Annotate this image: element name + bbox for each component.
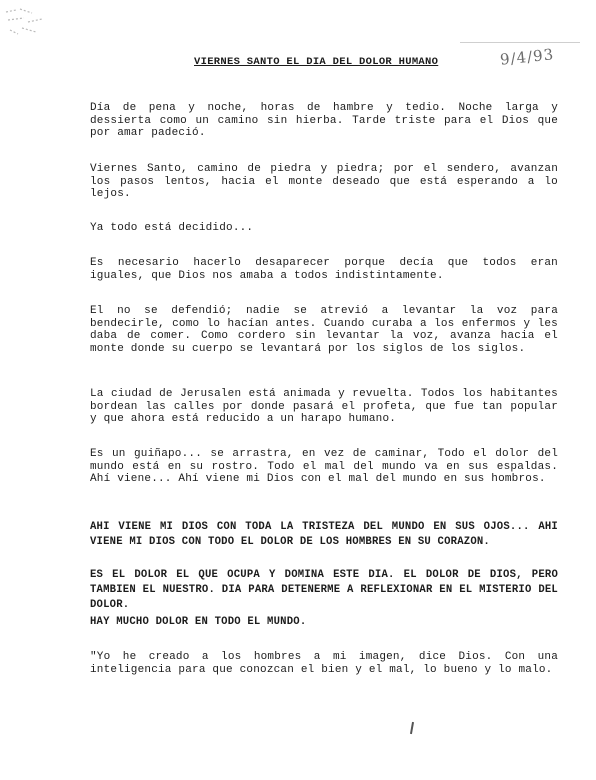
handwritten-date: 9/4/93 bbox=[499, 45, 556, 69]
paragraph-1: Día de pena y noche, horas de hambre y tedio. Noche larga y dessierta como un camino sin hierba. Tarde triste para el Dios que por amar padeció. bbox=[90, 102, 558, 140]
paragraph-10-emphasis: HAY MUCHO DOLOR EN TODO EL MUNDO. bbox=[90, 616, 307, 628]
scan-artifact-mark bbox=[2, 4, 48, 40]
paragraph-6: La ciudad de Jerusalen está animada y revuelta. Todos los habitantes bordean las calles por donde pasará el profeta, que fue tan popular y que ahora está reducido a un harapo humano. bbox=[90, 388, 558, 426]
paragraph-4: Es necesario hacerlo desaparecer porque decía que todos eran iguales, que Dios nos amaba a todos indistintamente. bbox=[90, 257, 558, 282]
document-title: VIERNES SANTO EL DIA DEL DOLOR HUMANO bbox=[194, 56, 439, 68]
paragraph-7: Es un guiñapo... se arrastra, en vez de caminar, Todo el dolor del mundo está en su rostro. Todo el mal del mundo va en sus espaldas. Ahí viene... Ahí viene mi Dios con el mal del mundo en sus hombros. bbox=[90, 448, 558, 486]
paragraph-11: "Yo he creado a los hombres a mi imagen, dice Dios. Con una inteligencia para que conozcan el bien y el mal, lo bueno y lo malo. bbox=[90, 651, 558, 676]
ink-mark bbox=[410, 722, 414, 734]
paragraph-8-emphasis: AHI VIENE MI DIOS CON TODA LA TRISTEZA DEL MUNDO EN SUS OJOS... AHI VIENE MI DIOS CON TODO EL DOLOR DE LOS HOMBRES EN SU CORAZON. bbox=[90, 521, 558, 548]
top-rule bbox=[460, 42, 580, 43]
paragraph-9-emphasis: ES EL DOLOR EL QUE OCUPA Y DOMINA ESTE DIA. EL DOLOR DE DIOS, PERO TAMBIEN EL NUESTRO. DIA PARA DETENERME A REFLEXIONAR EN EL MISTERIO DEL DOLOR. bbox=[90, 569, 558, 611]
paragraph-2: Viernes Santo, camino de piedra y piedra; por el sendero, avanzan los pasos lentos, hacia el monte deseado que está esperando a lo lejos. bbox=[90, 163, 558, 201]
paragraph-5: El no se defendió; nadie se atrevió a levantar la voz para bendecirle, como lo hacían antes. Cuando curaba a los enfermos y les daba de comer. Como cordero sin levantar la voz, avanza hacia el monte donde su cuerpo se levantará por los siglos de los siglos. bbox=[90, 305, 558, 355]
paragraph-3: Ya todo está decidido... bbox=[90, 222, 254, 234]
